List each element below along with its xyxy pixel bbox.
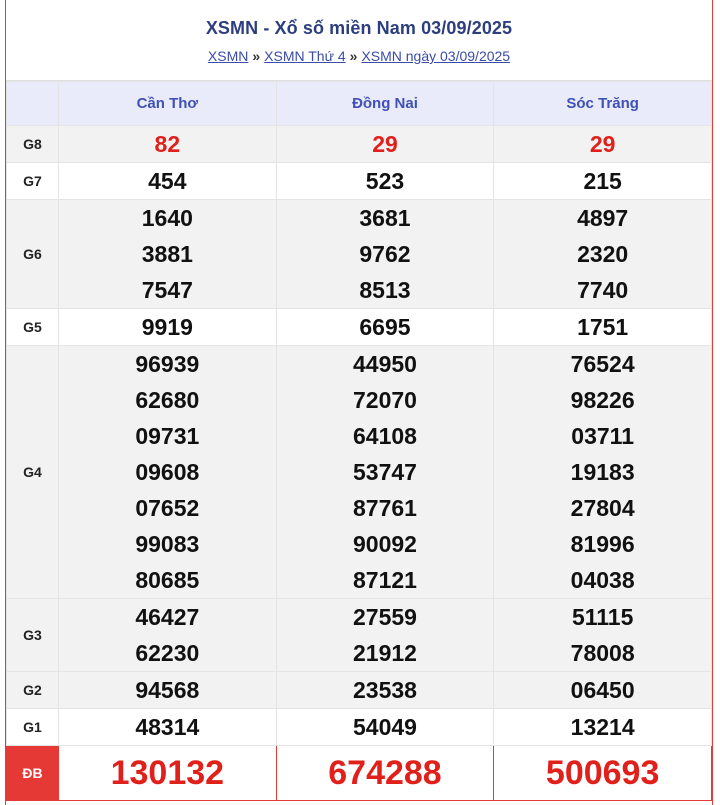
result-number: 500693 (545, 754, 660, 792)
result-number: 54049 (353, 714, 417, 740)
prize-row-g5 (7, 309, 712, 346)
results-header (6, 0, 712, 81)
result-number: 7740 (577, 277, 629, 303)
breadcrumb-xsmn-thu4[interactable]: XSMN Thứ 4 (264, 48, 346, 64)
breadcrumb-xsmn[interactable]: XSMN (207, 48, 249, 64)
result-number: 13214 (570, 714, 635, 740)
result-cell (59, 709, 277, 746)
result-cell (59, 126, 277, 163)
result-cell (276, 599, 494, 672)
result-cell (276, 746, 494, 801)
result-cell (276, 709, 494, 746)
result-cell (59, 672, 277, 709)
result-cell (276, 163, 494, 200)
result-number: 76524 (570, 351, 635, 377)
result-number: 9762 (359, 241, 411, 267)
result-number: 2320 (577, 241, 629, 267)
province-header[interactable]: Đồng Nai (276, 82, 494, 126)
result-number: 215 (583, 168, 622, 194)
province-header[interactable]: Sóc Trăng (494, 82, 712, 126)
prize-label: G5 (7, 309, 59, 346)
prize-label: ĐB (7, 746, 59, 801)
result-cell (276, 126, 494, 163)
result-number: 3681 (359, 205, 411, 231)
result-number: 4897 (577, 205, 629, 231)
result-number: 07652 (135, 495, 200, 521)
result-number: 27804 (570, 495, 635, 521)
result-number: 81996 (570, 531, 635, 557)
prize-label: G3 (7, 599, 59, 672)
results-card (5, 0, 713, 805)
result-cell (494, 672, 712, 709)
result-number: 04038 (570, 567, 635, 593)
result-number: 674288 (328, 754, 442, 792)
result-number: 7547 (141, 277, 193, 303)
result-number: 21912 (353, 640, 417, 666)
result-cell (494, 163, 712, 200)
result-number: 27559 (353, 604, 417, 630)
result-number: 1751 (577, 314, 629, 340)
result-number: 99083 (135, 531, 200, 557)
breadcrumb (6, 48, 712, 64)
result-number: 87121 (353, 567, 417, 593)
prize-label: G4 (7, 346, 59, 599)
prize-label: G6 (7, 200, 59, 309)
result-number: 87761 (353, 495, 417, 521)
prize-row-g6 (7, 200, 712, 309)
result-cell (59, 309, 277, 346)
result-number: 454 (148, 168, 187, 194)
result-cell (494, 709, 712, 746)
result-cell (494, 309, 712, 346)
province-header-row (7, 82, 712, 126)
province-header[interactable]: Cần Thơ (59, 82, 277, 126)
result-number: 80685 (135, 567, 200, 593)
result-cell (494, 746, 712, 801)
result-number: 23538 (353, 677, 417, 703)
result-number: 90092 (353, 531, 417, 557)
result-cell (59, 163, 277, 200)
result-cell (494, 599, 712, 672)
result-number: 94568 (135, 677, 200, 703)
result-cell (276, 309, 494, 346)
result-number: 98226 (570, 387, 635, 413)
result-number: 19183 (570, 459, 635, 485)
result-number: 09608 (135, 459, 200, 485)
prize-label: G1 (7, 709, 59, 746)
result-cell (59, 200, 277, 309)
result-cell (276, 200, 494, 309)
result-number: 1640 (141, 205, 193, 231)
prize-label: G8 (7, 126, 59, 163)
result-number: 48314 (135, 714, 200, 740)
result-number: 62680 (135, 387, 200, 413)
page-title: XSMN - Xổ số miền Nam 03/09/2025 (205, 18, 513, 38)
result-cell (276, 346, 494, 599)
result-number: 29 (589, 131, 616, 157)
prize-row-g4 (7, 346, 712, 599)
result-cell (59, 346, 277, 599)
result-cell (494, 200, 712, 309)
result-number: 53747 (353, 459, 417, 485)
result-number: 82 (154, 131, 181, 157)
prize-row-g3 (7, 599, 712, 672)
result-number: 51115 (571, 604, 634, 630)
result-number: 130132 (110, 754, 225, 792)
result-number: 03711 (571, 423, 634, 449)
result-number: 62230 (135, 640, 200, 666)
prize-column-header (7, 82, 59, 126)
result-number: 8513 (359, 277, 411, 303)
prize-row-g2 (7, 672, 712, 709)
breadcrumb-separator: » (252, 48, 261, 64)
prize-label: G2 (7, 672, 59, 709)
result-cell (494, 346, 712, 599)
prize-row-g7 (7, 163, 712, 200)
result-number: 29 (372, 131, 398, 157)
result-number: 64108 (353, 423, 417, 449)
prize-label: G7 (7, 163, 59, 200)
result-number: 3881 (141, 241, 193, 267)
prize-row-db (7, 746, 712, 801)
prize-row-g8 (7, 126, 712, 163)
results-table (6, 81, 712, 801)
result-cell (59, 599, 277, 672)
result-number: 44950 (353, 351, 417, 377)
result-number: 78008 (570, 640, 635, 666)
result-number: 72070 (353, 387, 417, 413)
breadcrumb-separator: » (349, 48, 358, 64)
result-cell (276, 672, 494, 709)
result-number: 96939 (135, 351, 200, 377)
prize-row-g1 (7, 709, 712, 746)
result-cell (494, 126, 712, 163)
result-number: 09731 (135, 423, 200, 449)
result-cell (59, 746, 277, 801)
result-number: 06450 (570, 677, 635, 703)
result-number: 9919 (141, 314, 193, 340)
result-number: 6695 (359, 314, 411, 340)
breadcrumb-xsmn-date[interactable]: XSMN ngày 03/09/2025 (361, 48, 511, 64)
result-number: 523 (365, 168, 405, 194)
result-number: 46427 (135, 604, 200, 630)
